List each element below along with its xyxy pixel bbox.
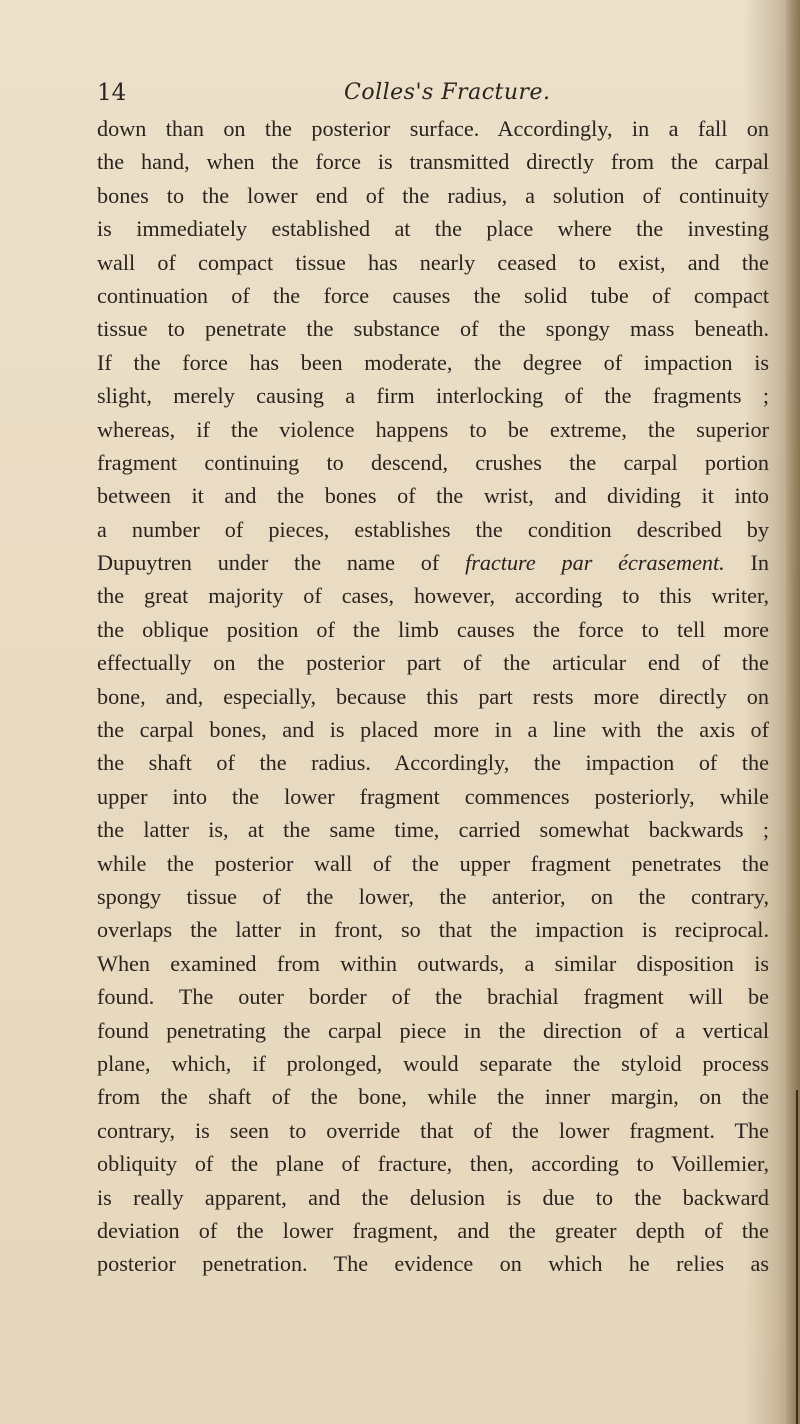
running-title: Colles's Fracture. [344, 80, 551, 105]
text-line: found. The outer border of the brachial fragment will be [97, 984, 769, 1010]
page-header [0, 79, 800, 109]
text-line: while the posterior wall of the upper fragment penetrates the [97, 850, 769, 876]
text-line: the great majority of cases, however, according to this writer, [97, 583, 769, 609]
page-number: 14 [97, 80, 127, 106]
line-segment: Dupuytren under the name of [97, 550, 466, 576]
text-line: a number of pieces, establishes the condition described by [97, 516, 769, 542]
text-line: bone, and, especially, because this part rests more directly on [97, 683, 769, 709]
text-line: deviation of the lower fragment, and the greater depth of the [97, 1217, 769, 1243]
text-line: between it and the bones of the wrist, and dividing it into [97, 483, 769, 509]
text-line: posterior penetration. The evidence on which he relies as [97, 1251, 769, 1277]
text-line: is immediately established at the place where the investing [97, 216, 769, 242]
page-edge-line [796, 1090, 798, 1424]
text-line: overlaps the latter in front, so that the impaction is reciprocal. [97, 917, 769, 943]
text-line: upper into the lower fragment commences posteriorly, while [97, 783, 769, 809]
text-line: the carpal bones, and is placed more in a line with the axis of [97, 717, 769, 743]
text-line: spongy tissue of the lower, the anterior, on the contrary, [97, 883, 769, 909]
body-text [97, 112, 769, 1281]
text-line: tissue to penetrate the substance of the spongy mass beneath. [97, 316, 769, 342]
text-line: bones to the lower end of the radius, a solution of continuity [97, 182, 769, 208]
text-line-with-italic [97, 546, 769, 579]
text-line: from the shaft of the bone, while the inner margin, on the [97, 1084, 769, 1110]
text-line: is really apparent, and the delusion is due to the backward [97, 1184, 769, 1210]
text-line: the shaft of the radius. Accordingly, the impaction of the [97, 750, 769, 776]
text-line: the oblique position of the limb causes the force to tell more [97, 616, 769, 642]
text-line: slight, merely causing a firm interlocking of the fragments ; [97, 383, 769, 409]
text-line: the hand, when the force is transmitted directly from the carpal [97, 149, 769, 175]
text-line: the latter is, at the same time, carried somewhat backwards ; [97, 817, 769, 843]
line-segment: In [724, 550, 770, 576]
text-line: found penetrating the carpal piece in the direction of a vertical [97, 1017, 769, 1043]
text-line: contrary, is seen to override that of the lower fragment. The [97, 1117, 769, 1143]
italic-phrase: fracture par écrasement. [465, 550, 725, 576]
text-line: continuation of the force causes the solid tube of compact [97, 282, 769, 308]
text-line: whereas, if the violence happens to be extreme, the superior [97, 416, 769, 442]
text-line: When examined from within outwards, a similar disposition is [97, 950, 769, 976]
text-line: fragment continuing to descend, crushes the carpal portion [97, 449, 769, 475]
text-line: If the force has been moderate, the degree of impaction is [97, 349, 769, 375]
text-line: effectually on the posterior part of the articular end of the [97, 650, 769, 676]
text-line: plane, which, if prolonged, would separate the styloid process [97, 1050, 769, 1076]
text-line: down than on the posterior surface. Accordingly, in a fall on [97, 116, 769, 141]
text-line: obliquity of the plane of fracture, then, according to Voillemier, [97, 1151, 769, 1177]
text-line: wall of compact tissue has nearly ceased to exist, and the [97, 249, 769, 275]
